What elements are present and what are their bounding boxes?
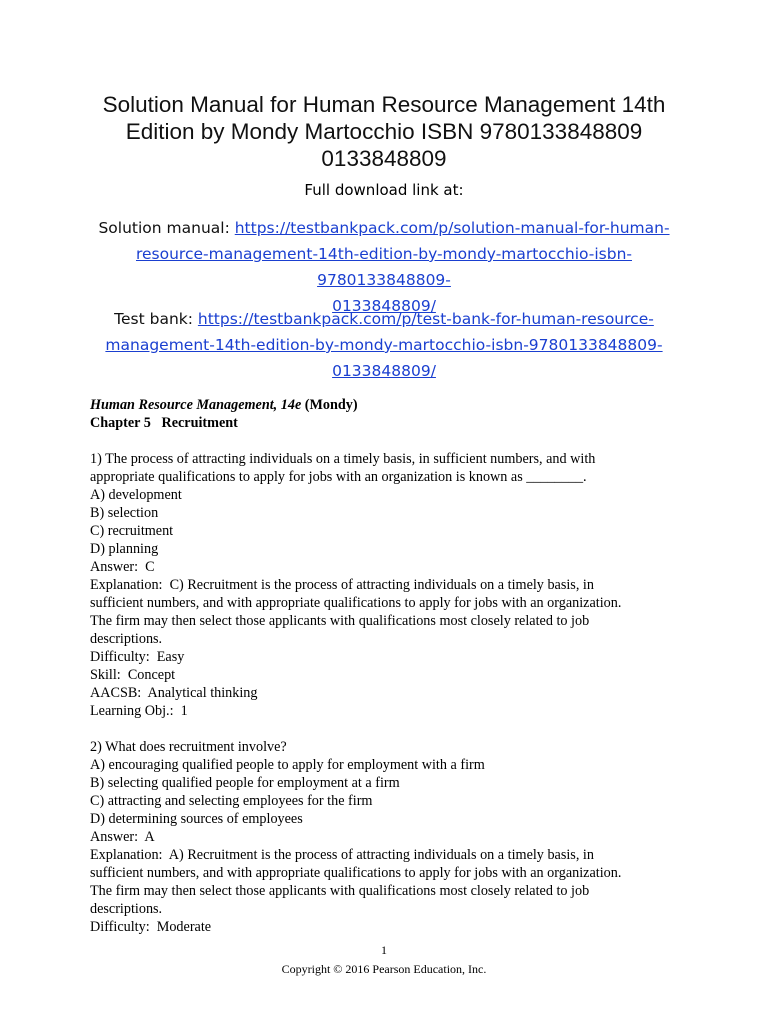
- question-2-answer: Answer: A: [90, 829, 155, 845]
- question-2-explanation: sufficient numbers, and with appropriate qualifications to apply for jobs with an organization.: [90, 865, 622, 881]
- title-line: 0133848809: [321, 146, 447, 171]
- question-1-aacsb: AACSB: Analytical thinking: [90, 685, 258, 701]
- question-1-explanation: Explanation: C) Recruitment is the process of attracting individuals on a timely basis, in: [90, 577, 594, 593]
- question-1-learning-obj: Learning Obj.: 1: [90, 703, 188, 719]
- test-bank-link[interactable]: 0133848809/: [332, 362, 436, 380]
- question-2-text: 2) What does recruitment involve?: [90, 739, 287, 755]
- copyright-notice: Copyright © 2016 Pearson Education, Inc.: [281, 962, 487, 976]
- question-2-explanation: descriptions.: [90, 901, 163, 917]
- question-2-option: A) encouraging qualified people to apply for employment with a firm: [90, 757, 485, 773]
- solution-manual-link[interactable]: resource-management-14th-edition-by-mondy-martocchio-isbn-9780133848809-: [135, 245, 632, 289]
- document-title: [70, 91, 698, 172]
- test-bank-block: [70, 306, 698, 384]
- solution-manual-block: [70, 215, 698, 319]
- document-body: [90, 396, 690, 936]
- question-1-difficulty: Difficulty: Easy: [90, 649, 185, 665]
- title-line: Edition by Mondy Martocchio ISBN 9780133848809: [125, 119, 643, 144]
- question-1-option: A) development: [90, 487, 182, 503]
- question-2-option: B) selecting qualified people for employment at a firm: [90, 775, 400, 791]
- question-2-difficulty: Difficulty: Moderate: [90, 919, 212, 935]
- test-bank-label: Test bank:: [114, 310, 198, 328]
- question-1-skill: Skill: Concept: [90, 667, 176, 683]
- book-heading: [90, 396, 690, 414]
- question-1-explanation: descriptions.: [90, 631, 163, 647]
- question-2-explanation: The firm may then select those applicants with qualifications most closely related to job: [90, 883, 590, 899]
- question-1-text: 1) The process of attracting individuals on a timely basis, in sufficient numbers, and with: [90, 451, 596, 467]
- question-1-explanation: The firm may then select those applicants with qualifications most closely related to job: [90, 613, 590, 629]
- solution-manual-link[interactable]: https://testbankpack.com/p/solution-manual-for-human-: [234, 219, 670, 237]
- test-bank-link[interactable]: https://testbankpack.com/p/test-bank-for-human-resource-: [197, 310, 654, 328]
- question-2-explanation: Explanation: A) Recruitment is the process of attracting individuals on a timely basis, in: [90, 847, 594, 863]
- book-title: Human Resource Management, 14e: [90, 397, 302, 413]
- question-2-option: D) determining sources of employees: [90, 811, 303, 827]
- question-1-option: D) planning: [90, 541, 159, 557]
- question-1-text: appropriate qualifications to apply for jobs with an organization is known as ________.: [90, 469, 587, 485]
- question-1-option: B) selection: [90, 505, 159, 521]
- solution-manual-link[interactable]: 0133848809/: [332, 297, 436, 315]
- page-number: 1: [381, 943, 387, 957]
- question-1-option: C) recruitment: [90, 523, 174, 539]
- question-2-option: C) attracting and selecting employees for the firm: [90, 793, 373, 809]
- solution-manual-label: Solution manual:: [98, 219, 235, 237]
- book-author: (Mondy): [301, 397, 358, 413]
- question-1-explanation: sufficient numbers, and with appropriate qualifications to apply for jobs with an organization.: [90, 595, 622, 611]
- question-1-answer: Answer: C: [90, 559, 155, 575]
- chapter-heading: Chapter 5 Recruitment: [90, 415, 238, 431]
- full-download-label: Full download link at:: [304, 181, 464, 199]
- title-line: Solution Manual for Human Resource Management 14th: [102, 92, 666, 117]
- test-bank-link[interactable]: management-14th-edition-by-mondy-martocchio-isbn-9780133848809-: [105, 336, 663, 354]
